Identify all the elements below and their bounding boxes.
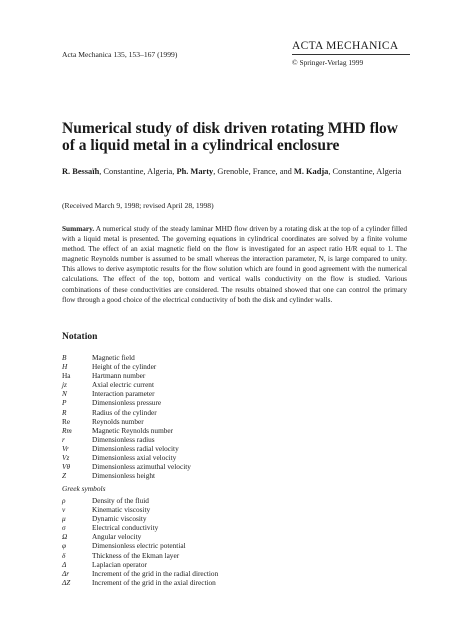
greek-symbols-list [62, 496, 392, 587]
author-name: Ph. Marty [176, 167, 214, 176]
notation-definition: Laplacian operator [92, 559, 147, 569]
abstract-text: A numerical study of the steady laminar MHD flow driven by a rotating disk at the top of a cylinder filled with a liquid metal is presented. The governing equations in cylindrical coordinates are solved by a finite volume method. The effect of an axial magnetic field on the flow is investigated for an aspect ratio H/R equal to 1. The magnetic Reynolds number is assumed to be small whereas the interaction parameter, N, is large compared to unity. This allows to derive asymptotic results for the flow solution which are found in good agreement with the numerical calculations. The effect of the top, bottom and vertical walls conductivity on the flow is studied. Various combinations of these conductivities are considered. The results obtained showed that one can control the primary flow through a good choice of the electrical conductivity of both the disk and cylinder walls. [62, 224, 408, 304]
notation-row [62, 444, 392, 453]
notation-heading: Notation [62, 332, 98, 342]
notation-symbol: μ [62, 514, 66, 524]
notation-definition: Dimensionless radius [92, 434, 155, 444]
notation-row [62, 408, 392, 417]
notation-symbol: Re [62, 416, 71, 426]
notation-row [62, 435, 392, 444]
notation-symbol: Vr [62, 443, 69, 453]
notation-row [62, 398, 392, 407]
notation-definition: Thickness of the Ekman layer [92, 550, 180, 560]
notation-symbol: Vz [62, 453, 70, 463]
notation-row [62, 541, 392, 550]
notation-definition: Hartmann number [92, 371, 146, 381]
notation-definition: Dimensionless axial velocity [92, 453, 177, 463]
notation-definition: Reynolds number [92, 416, 144, 426]
notation-row [62, 417, 392, 426]
received-dates: (Received March 9, 1998; revised April 28, 1998) [62, 201, 214, 210]
author-affiliation: , Grenoble, France, and [213, 167, 294, 176]
notation-symbol: Vθ [62, 462, 71, 472]
notation-row [62, 514, 392, 523]
notation-symbol: φ [62, 541, 67, 551]
journal-name: ACTA MECHANICA [292, 40, 410, 55]
notation-row [62, 496, 392, 505]
notation-symbol: Rm [62, 425, 72, 435]
notation-symbol: Ha [62, 371, 71, 381]
notation-definition: Dimensionless radial velocity [92, 443, 179, 453]
notation-row [62, 560, 392, 569]
notation-definition: Electrical conductivity [92, 523, 159, 533]
notation-row [62, 523, 392, 532]
notation-row [62, 353, 392, 362]
notation-row [62, 380, 392, 389]
author-name: M. Kadja [293, 167, 329, 176]
notation-row [62, 569, 392, 578]
notation-symbol: Ω [62, 532, 68, 542]
notation-definition: Radius of the cylinder [92, 407, 157, 417]
greek-symbols-heading: Greek symbols [62, 484, 106, 493]
author-line [62, 166, 412, 178]
notation-symbol: P [62, 398, 67, 408]
notation-symbol: jz [62, 380, 67, 390]
notation-list [62, 353, 392, 480]
notation-definition: Dimensionless pressure [92, 398, 162, 408]
notation-row [62, 578, 392, 587]
notation-symbol: Δr [62, 568, 70, 578]
notation-symbol: Δ [62, 559, 67, 569]
notation-symbol: ρ [62, 496, 66, 505]
notation-symbol: B [62, 353, 67, 362]
journal-reference: Acta Mechanica 135, 153–167 (1999) [62, 50, 178, 59]
notation-definition: Axial electric current [92, 380, 154, 390]
notation-row [62, 532, 392, 541]
notation-row [62, 453, 392, 462]
notation-symbol: δ [62, 550, 66, 560]
author-name: R. Bessaïh [62, 167, 100, 176]
notation-definition: Magnetic field [92, 353, 135, 362]
copyright-notice: © Springer-Verlag 1999 [292, 58, 364, 67]
notation-symbol: r [62, 434, 65, 444]
abstract-label: Summary. [62, 224, 95, 233]
notation-definition: Density of the fluid [92, 496, 149, 505]
notation-definition: Dimensionless azimuthal velocity [92, 462, 191, 472]
notation-row [62, 371, 392, 380]
author-affiliation: , Constantine, Algeria, [99, 167, 177, 176]
notation-row [62, 389, 392, 398]
notation-definition: Kinematic viscosity [92, 505, 151, 515]
notation-row [62, 426, 392, 435]
notation-row [62, 551, 392, 560]
notation-definition: Angular velocity [92, 532, 142, 542]
notation-symbol: R [62, 407, 67, 417]
notation-definition: Dimensionless height [92, 471, 156, 481]
article-title: Numerical study of disk driven rotating MHD flow of a liquid metal in a cylindrical enclosure [62, 120, 398, 154]
journal-masthead [292, 40, 410, 67]
notation-symbol: N [62, 389, 67, 399]
notation-definition: Dimensionless electric potential [92, 541, 186, 551]
notation-symbol: ΔZ [62, 577, 71, 587]
notation-definition: Interaction parameter [92, 389, 155, 399]
notation-definition: Increment of the grid in the radial direction [92, 568, 219, 578]
notation-symbol: ν [62, 505, 66, 515]
notation-definition: Dynamic viscosity [92, 514, 147, 524]
abstract [62, 224, 407, 305]
notation-symbol: H [62, 362, 68, 372]
notation-definition: Increment of the grid in the axial direction [92, 577, 216, 587]
notation-definition: Height of the cylinder [92, 362, 157, 372]
notation-definition: Magnetic Reynolds number [92, 425, 174, 435]
notation-symbol: σ [62, 523, 66, 533]
notation-symbol: Z [62, 471, 67, 481]
author-affiliation: , Constantine, Algeria [328, 167, 402, 176]
notation-row [62, 505, 392, 514]
notation-row [62, 362, 392, 371]
notation-row [62, 462, 392, 471]
notation-row [62, 471, 392, 480]
